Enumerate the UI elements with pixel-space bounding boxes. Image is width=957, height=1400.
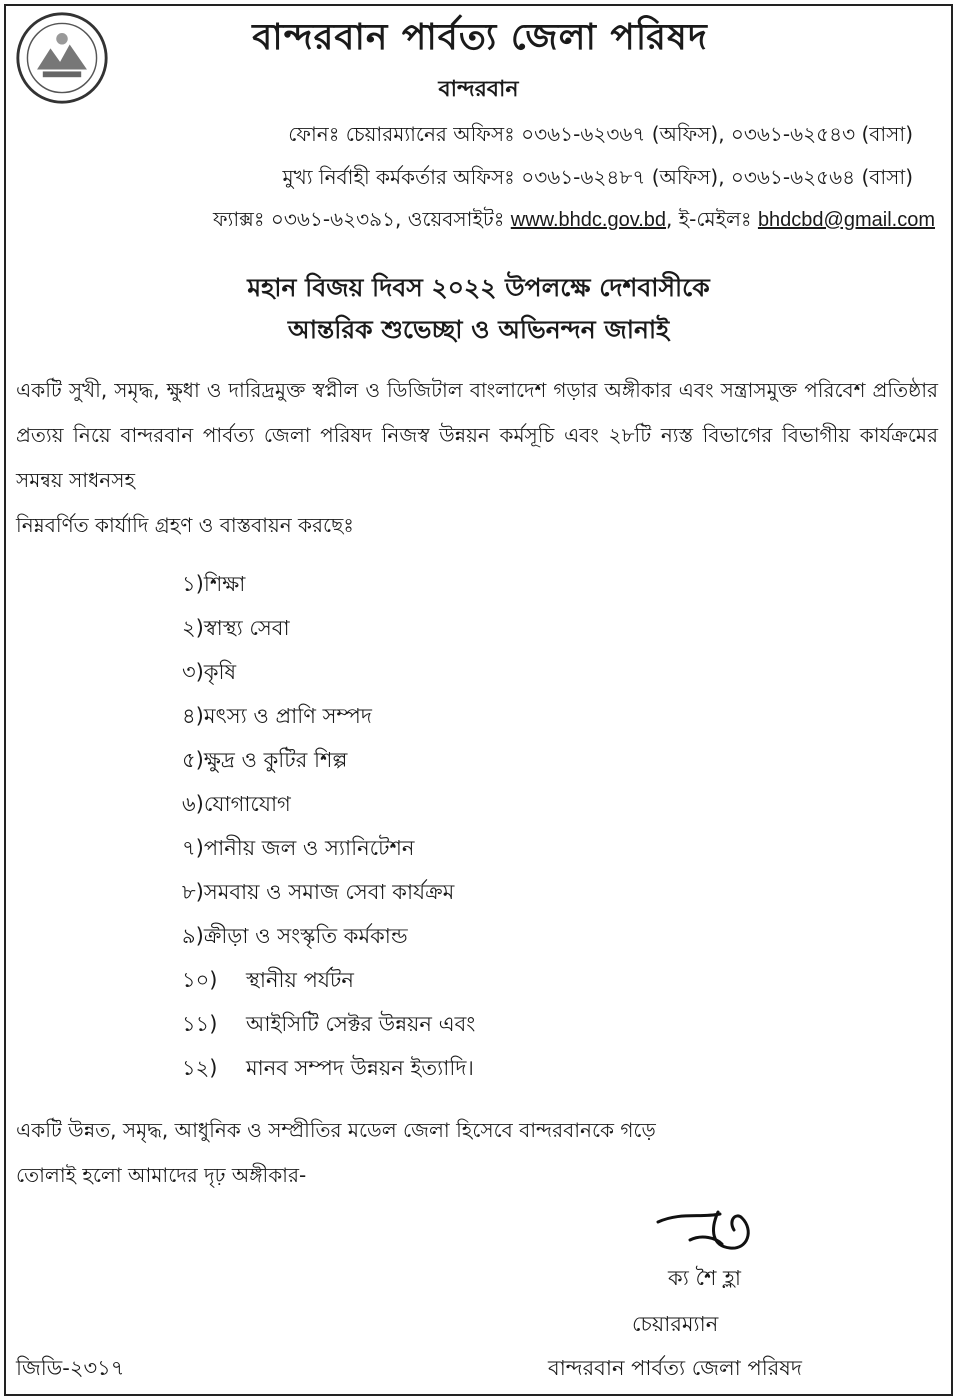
email-link[interactable]: bhdcbd@gmail.com bbox=[757, 209, 935, 231]
greeting-line-2: আন্তরিক শুভেচ্ছা ও অভিনন্দন জানাই bbox=[287, 315, 670, 344]
list-item bbox=[182, 650, 475, 694]
list-item-label: কৃষি bbox=[203, 660, 237, 684]
closing-paragraph-body: একটি উন্নত, সমৃদ্ধ, আধুনিক ও সম্প্রীতির মডেল জেলা হিসেবে বান্দরবানকে গড়ে bbox=[16, 1118, 656, 1142]
list-item-number: ৯) bbox=[182, 924, 204, 948]
closing-paragraph-last-line: তোলাই হলো আমাদের দৃঢ় অঙ্গীকার- bbox=[16, 1163, 307, 1187]
list-item bbox=[182, 782, 475, 826]
list-item-number: ১০) bbox=[182, 968, 218, 992]
signatory-name: ক্য শৈ হ্লা bbox=[668, 1266, 741, 1290]
list-item-label: মৎস্য ও প্রাণি সম্পদ bbox=[203, 704, 372, 728]
list-item-number: ১১) bbox=[182, 1012, 218, 1036]
list-item-number: ২) bbox=[182, 616, 204, 640]
activities-list bbox=[182, 562, 475, 1090]
ceo-phone-line: মুখ্য নির্বাহী কর্মকর্তার অফিসঃ ০৩৬১-৬২৪৮৭ (অফিস), ০৩৬১-৬২৫৬৪ (বাসা) bbox=[282, 165, 913, 189]
list-item-label: ক্রীড়া ও সংস্কৃতি কর্মকান্ড bbox=[203, 924, 408, 948]
list-item bbox=[182, 562, 475, 606]
list-item-number: ৬) bbox=[182, 792, 204, 816]
list-item bbox=[182, 826, 475, 870]
list-item-label: স্বাস্থ্য সেবা bbox=[203, 616, 290, 640]
list-item bbox=[182, 914, 475, 958]
intro-paragraph bbox=[16, 368, 938, 548]
greeting-line-1: মহান বিজয় দিবস ২০২২ উপলক্ষে দেশবাসীকে bbox=[247, 273, 710, 302]
page-subtitle: বান্দরবান bbox=[438, 77, 519, 102]
list-item-label: মানব সম্পদ উন্নয়ন ইত্যাদি। bbox=[246, 1056, 474, 1080]
gd-number: জিডি-২৩১৭ bbox=[16, 1356, 125, 1380]
list-item-label: ক্ষুদ্র ও কুটির শিল্প bbox=[203, 748, 348, 772]
list-item bbox=[182, 738, 475, 782]
list-item-number: ৫) bbox=[182, 748, 204, 772]
list-item bbox=[182, 694, 475, 738]
intro-paragraph-body: একটি সুখী, সমৃদ্ধ, ক্ষুধা ও দারিদ্রমুক্ত স্বপ্নীল ও ডিজিটাল বাংলাদেশ গড়ার অঙ্গীকার এবং সন্ত্রাসমুক্ত পরিবেশ প্রতিষ্ঠার প্রত্যয় নিয়ে বান্দরবান পার্বত্য জেলা পরিষদ নিজস্ব উন্নয়ন কর্মসূচি এবং ২৮টি ন্যস্ত বিভাগের বিভাগীয় কার্যক্রমের সমন্বয় সাধনসহ bbox=[16, 378, 938, 492]
signatory-organization: বান্দরবান পার্বত্য জেলা পরিষদ bbox=[548, 1356, 802, 1380]
chairman-phone-line: ফোনঃ চেয়ারম্যানের অফিসঃ ০৩৬১-৬২৩৬৭ (অফিস), ০৩৬১-৬২৫৪৩ (বাসা) bbox=[288, 122, 913, 146]
list-item-number: ৪) bbox=[182, 704, 204, 728]
list-item-number: ১২) bbox=[182, 1056, 218, 1080]
list-item bbox=[182, 958, 475, 1002]
fax-web-email-line bbox=[213, 205, 935, 238]
list-item bbox=[182, 1002, 475, 1046]
fax-label: ফ্যাক্সঃ ০৩৬১-৬২৩৯১, ওয়েবসাইটঃ bbox=[212, 207, 505, 231]
list-item-label: সমবায় ও সমাজ সেবা কার্যক্রম bbox=[203, 880, 455, 904]
list-item-number: ১) bbox=[182, 572, 204, 596]
signatory-designation: চেয়ারম্যান bbox=[632, 1312, 719, 1336]
list-item-label: যোগাযোগ bbox=[203, 792, 291, 816]
list-item bbox=[182, 1046, 475, 1090]
list-item bbox=[182, 606, 475, 650]
website-link[interactable]: www.bhdc.gov.bd bbox=[510, 209, 667, 231]
list-item-number: ৩) bbox=[182, 660, 204, 684]
list-item-label: পানীয় জল ও স্যানিটেশন bbox=[203, 836, 415, 860]
email-label: , ই-মেইলঃ bbox=[666, 207, 752, 231]
list-item-label: স্থানীয় পর্যটন bbox=[246, 968, 354, 992]
list-item bbox=[182, 870, 475, 914]
list-item-number: ৮) bbox=[182, 880, 204, 904]
intro-paragraph-last-line: নিম্নবর্ণিত কার্যাদি গ্রহণ ও বাস্তবায়ন করছেঃ bbox=[16, 513, 354, 537]
list-item-number: ৭) bbox=[182, 836, 204, 860]
page-title: বান্দরবান পার্বত্য জেলা পরিষদ bbox=[252, 16, 708, 58]
closing-paragraph bbox=[16, 1108, 938, 1198]
list-item-label: আইসিটি সেক্টর উন্নয়ন এবং bbox=[246, 1012, 476, 1036]
list-item-label: শিক্ষা bbox=[203, 572, 246, 596]
